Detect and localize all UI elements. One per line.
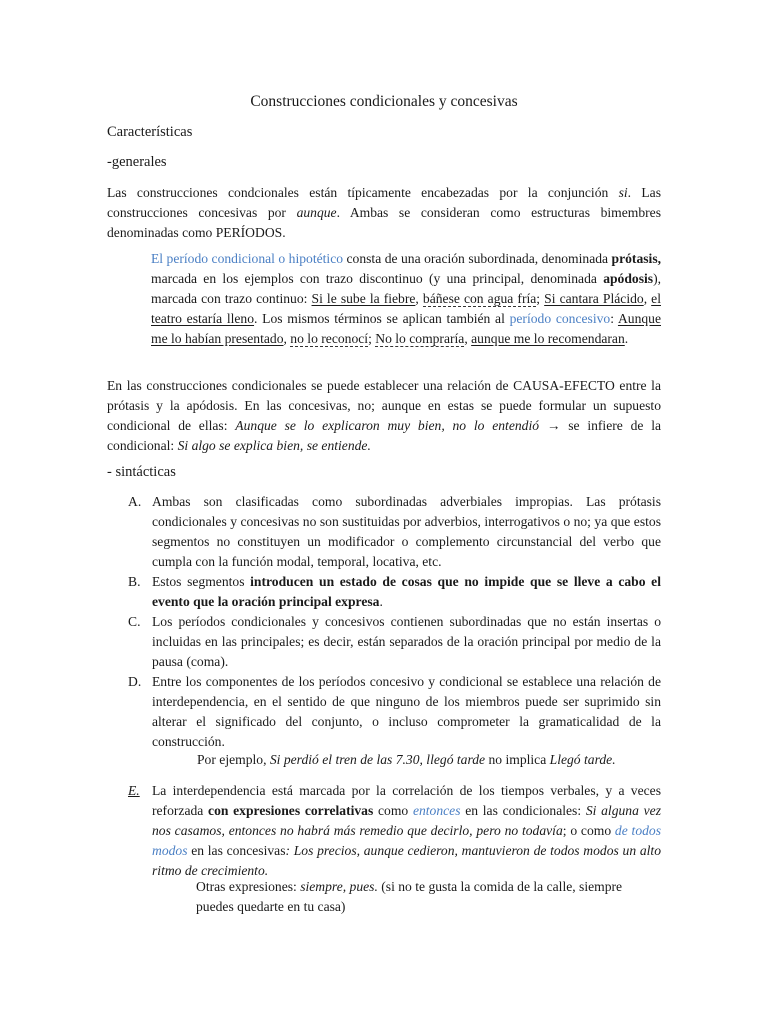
page-title: Construcciones condicionales y concesivas (250, 93, 518, 110)
list-item-e: E. La interdependencia está marcada por la correlación de los tiempos verbales, y a veces reforzada con expresiones correlativas como entonces en las condicionales: Si alguna vez nos casamos, entonces no habrá más remedio que decirlo, pero no todavía; o como de todos modos en las concesivas: Los precios, aunque cedieron, mantuvieron de todos modos un alto ritmo de crecimiento. (128, 783, 662, 878)
quote-periodos: El período condicional o hipotético consta de una oración subordinada, denominada prótasis, marcada en los ejemplos con trazo discontinuo (y una principal, denominada apódosis), marcada con trazo continuo: Si le sube la fiebre, báñese con agua fría; Si cantara Plácido, el teatro estaría lleno. Los mismos términos se aplican también al período concesivo: Aunque me lo habían presentado, no lo reconocí; No lo compraría, aunque me lo recomendaran. (151, 251, 662, 346)
arrow-icon: → (539, 418, 569, 433)
list-item: B. Estos segmentos introducen un estado de cosas que no impide que se lleve a cabo el evento que la oración principal expresa. (128, 574, 661, 609)
characteristics-list (107, 492, 661, 752)
list-marker: C. (128, 614, 141, 629)
list-marker: D. (128, 674, 142, 689)
paragraph-intro: Las construcciones condcionales están típicamente encabezadas por la conjunción si. Las construcciones concesivas por aunque. Ambas se consideran como estructuras bimembres denominadas como PERÍODOS. (107, 185, 661, 240)
other-expressions: Otras expresiones: siempre, pues. (si no te gusta la comida de la calle, siempre puedes quedarte en tu casa) (196, 879, 623, 914)
paragraph-causa-efecto: En las construcciones condicionales se puede establecer una relación de CAUSA-EFECTO entre la prótasis y la apódosis. En las concesivas, no; aunque en estas se puede formular un supuesto condicional de ellas: Aunque se lo explicaron muy bien, no lo entendió → se infiere de la condicional: Si algo se explica bien, se entiende. (107, 378, 662, 453)
example-line: Por ejemplo, Si perdió el tren de las 7.30, llegó tarde no implica Llegó tarde. (197, 752, 616, 767)
heading-sintacticas: - sintácticas (107, 464, 176, 480)
list-marker: A. (128, 494, 142, 509)
list-marker: E. (128, 783, 140, 798)
list-item: D. Entre los componentes de los períodos concesivo y condicional se establece una relación de interdependencia, en el sentido de que ninguno de los miembros puede ser suprimido sin alterar el significado del conjunto, o incluso comprometer la gramaticalidad de la construcción. (128, 674, 661, 749)
heading-generales: -generales (107, 154, 167, 170)
list-marker: B. (128, 574, 141, 589)
heading-caracteristicas: Características (107, 124, 193, 140)
list-item: A. Ambas son clasificadas como subordinadas adverbiales impropias. Las prótasis condicionales y concesivas no son sustituidas por adverbios, interrogativos o no; ya que estos segmentos no constituyen un modificador o complemento circunstancial del verbo que cumpla con la función modal, temporal, locativa, etc. (128, 494, 661, 569)
list-item: C. Los períodos condicionales y concesivos contienen subordinadas que no están insertas o incluidas en las principales; es decir, están separados de la oración principal por medio de la pausa (coma). (128, 614, 661, 669)
